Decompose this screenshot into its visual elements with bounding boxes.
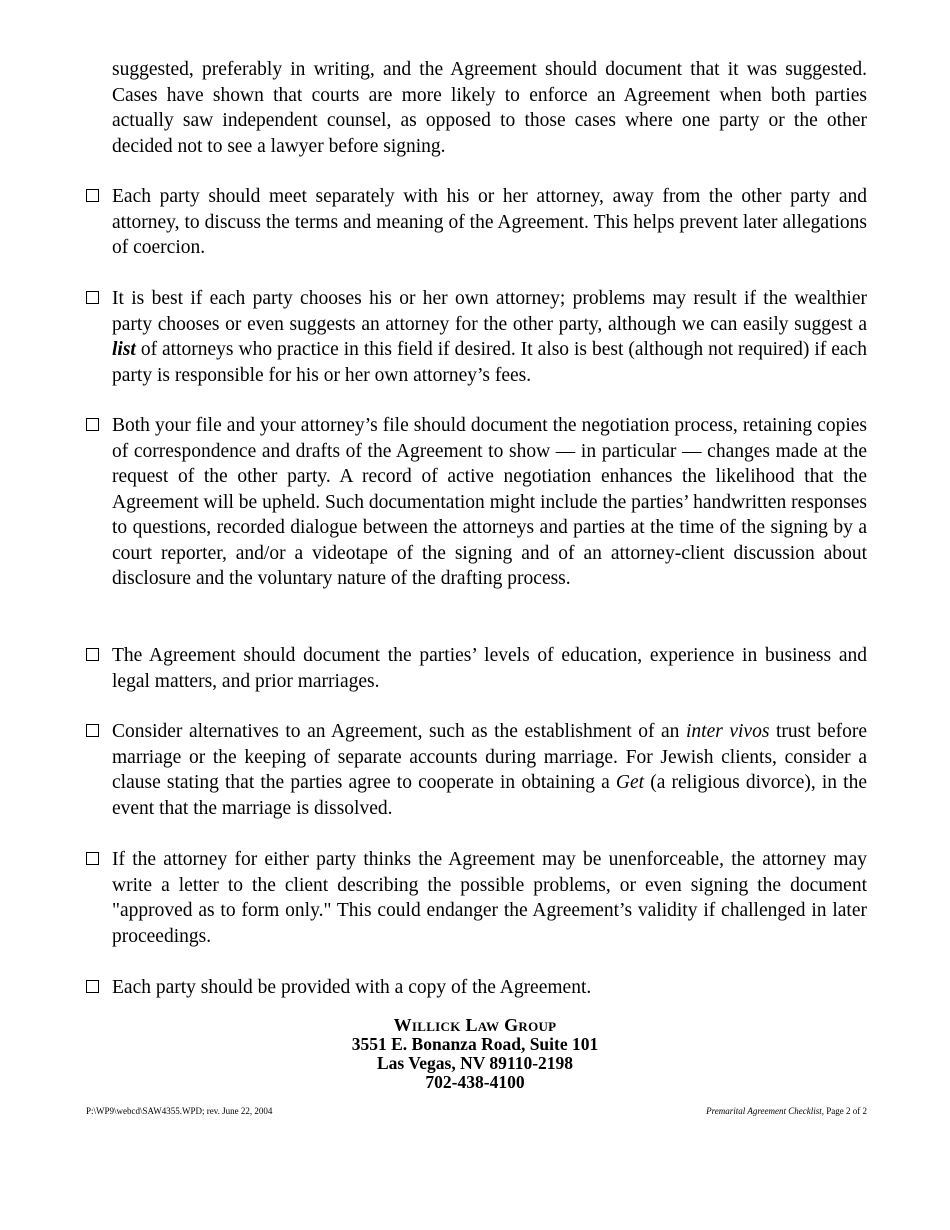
checklist-item-text: If the attorney for either party thinks the Agreement may be unenforceable, the attorney may write a letter to the client describing the possible problems, or even signing the document "approved as to form only." This could endanger the Agreement’s validity if challenged in later proceedings.	[112, 849, 867, 947]
checklist-item-text: Both your file and your attorney’s file should document the negotiation process, retaining copies of correspondence and drafts of the Agreement to show — in particular — changes made at the request of the other party. A record of active negotiation enhances the likelihood that the Agreement will be upheld. Such documentation might include the parties’ handwritten responses to questions, recorded dialogue between the attorneys and parties at the time of the signing by a court reporter, and/or a videotape of the signing and of an attorney-client discussion about disclosure and the voluntary nature of the drafting process.	[112, 415, 867, 589]
checklist-item-text: Each party should meet separately with his or her attorney, away from the other party and attorney, to discuss the terms and meaning of the Agreement. This helps prevent later allegations of coercion.	[112, 186, 867, 258]
checkbox-icon[interactable]	[86, 189, 99, 202]
checkbox-icon[interactable]	[86, 724, 99, 737]
address-line-2: Las Vegas, NV 89110-2198	[376, 1053, 574, 1073]
checkbox-icon[interactable]	[86, 418, 99, 431]
page-number: , Page 2 of 2	[821, 1106, 867, 1116]
checkbox-icon[interactable]	[86, 291, 99, 304]
document-title: Premarital Agreement Checklist	[706, 1106, 822, 1116]
checklist-item-text: It is best if each party chooses his or her own attorney; problems may result if the wealthier party chooses or even suggests an attorney for the other party, although we can easily suggest a list of attorneys who practice in this field if desired. It also is best (although not required) if each party is responsible for his or her own attorney’s fees.	[112, 288, 867, 386]
checklist-item-text: The Agreement should document the parties’ levels of education, experience in business and legal matters, and prior marriages.	[112, 645, 867, 692]
emphasis-text: list	[112, 339, 136, 360]
firm-name: Willick Law Group	[393, 1015, 557, 1035]
firm-address-block	[0, 1016, 950, 1092]
file-path: P:\WP9\webcd\SAW4355.WPD; rev. June 22, 2004	[86, 1106, 273, 1116]
checklist-item-text: Consider alternatives to an Agreement, such as the establishment of an inter vivos trust before marriage or the keeping of separate accounts during marriage. For Jewish clients, consider a clause stating that the parties agree to cooperate in obtaining a Get (a religious divorce), in the event that the marriage is dissolved.	[112, 721, 867, 819]
page-footer	[706, 1106, 867, 1116]
emphasis-text: Get	[615, 772, 645, 793]
phone-number: 702-438-4100	[425, 1072, 525, 1092]
emphasis-text: inter vivos	[685, 721, 770, 742]
checkbox-icon[interactable]	[86, 852, 99, 865]
address-line-1: 3551 E. Bonanza Road, Suite 101	[351, 1034, 599, 1054]
intro-paragraph: suggested, preferably in writing, and the Agreement should document that it was suggested. Cases have shown that courts are more likely to enforce an Agreement when both parties actually saw independent counsel, as opposed to those cases where one party or the other decided not to see a lawyer before signing.	[112, 59, 867, 157]
checkbox-icon[interactable]	[86, 980, 99, 993]
checklist-item-text: Each party should be provided with a copy of the Agreement.	[112, 977, 592, 998]
checkbox-icon[interactable]	[86, 648, 99, 661]
